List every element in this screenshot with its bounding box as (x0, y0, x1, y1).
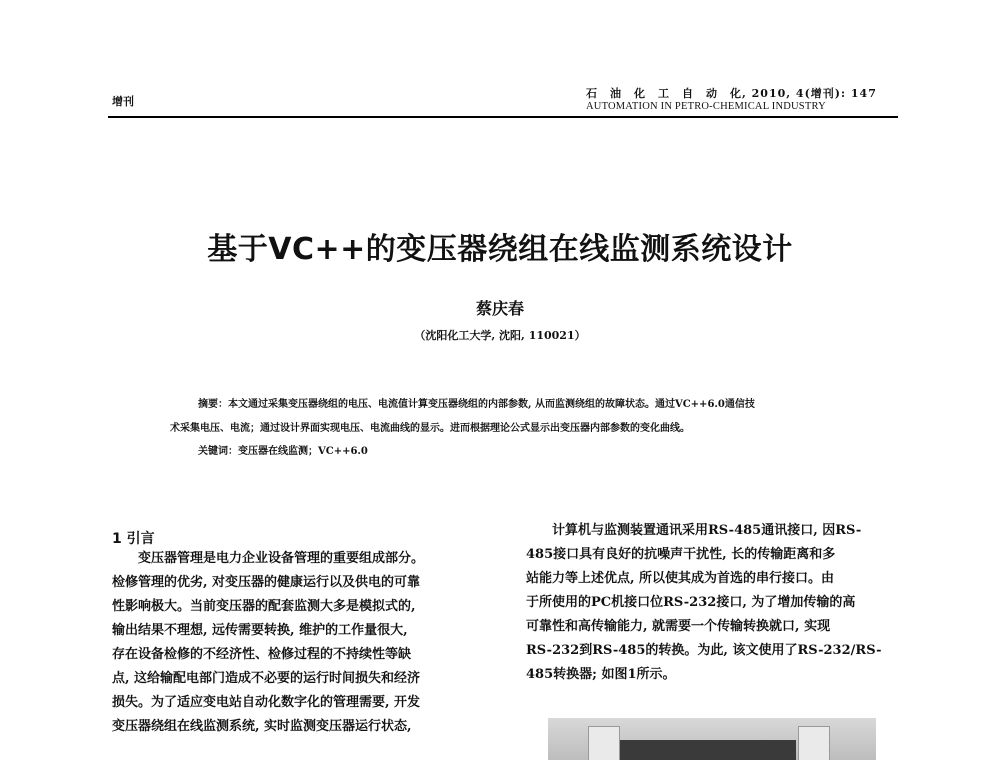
abstract-line-1 (198, 395, 755, 410)
right-column-body (526, 519, 901, 687)
converter-photo (548, 718, 876, 760)
abstract-line-2: 术采集电压、电流；通过设计界面实现电压、电流曲线的显示。进而根据理论公式显示出变压器内部参数的变化曲线。 (170, 423, 690, 434)
author-affiliation: （沈阳化工大学, 沈阳, 110021） (414, 329, 586, 342)
abstract-text-1: 本文通过采集变压器绕组的电压、电流值计算变压器绕组的内部参数, 从而监测绕组的故障状态。通过VC++6.0通信技 (228, 399, 755, 410)
keywords-line (198, 442, 368, 457)
keywords-label: 关键词： (198, 446, 238, 457)
left-column-body (112, 547, 497, 739)
paper-title: 基于VC++的变压器绕组在线监测系统设计 (207, 232, 793, 267)
journal-citation: 石 油 化 工 自 动 化, 2010, 4(增刊): 147 (586, 87, 877, 100)
body-line: 计算机与监测装置通讯采用RS-485通讯接口, 因RS- (526, 523, 862, 538)
abstract-label: 摘要： (198, 399, 228, 410)
body-line: RS-232到RS-485的转换。为此, 该文使用了RS-232/RS- (526, 643, 882, 658)
running-header-left: 增刊 (112, 95, 134, 108)
body-line: 可靠性和高传输能力, 就需要一个传输转换就口, 实现 (526, 619, 831, 634)
body-line: 于所使用的PC机接口位RS-232接口, 为了增加传输的高 (526, 595, 856, 610)
body-line: 站能力等上述优点, 所以使其成为首选的串行接口。由 (526, 571, 835, 586)
body-line: 性影响极大。当前变压器的配套监测大多是模拟式的, (112, 599, 416, 614)
author-name: 蔡庆春 (475, 299, 524, 318)
body-line: 485接口具有良好的抗噪声干扰性, 长的传输距离和多 (526, 547, 836, 562)
connector-block-left (588, 726, 620, 760)
keywords-text: 变压器在线监测；VC++6.0 (238, 446, 368, 457)
body-line: 输出结果不理想, 远传需要转换, 维护的工作量很大, (112, 623, 408, 638)
body-line: 点, 这给输配电部门造成不必要的运行时间损失和经济 (112, 671, 421, 686)
body-line: 变压器管理是电力企业设备管理的重要组成部分。 (112, 551, 425, 566)
body-line: 485转换器; 如图1所示。 (526, 667, 676, 682)
body-line: 变压器绕组在线监测系统, 实时监测变压器运行状态, (112, 719, 412, 734)
body-line: 存在设备检修的不经济性、检修过程的不持续性等缺 (112, 647, 412, 662)
journal-name-english: AUTOMATION IN PETRO-CHEMICAL INDUSTRY (586, 101, 826, 112)
header-rule (108, 116, 898, 118)
body-line: 检修管理的优劣, 对变压器的健康运行以及供电的可靠 (112, 575, 421, 590)
converter-body (620, 740, 796, 760)
body-line: 损失。为了适应变电站自动化数字化的管理需要, 开发 (112, 695, 421, 710)
connector-block-right (798, 726, 830, 760)
section-heading: 1 引言 (112, 531, 155, 547)
